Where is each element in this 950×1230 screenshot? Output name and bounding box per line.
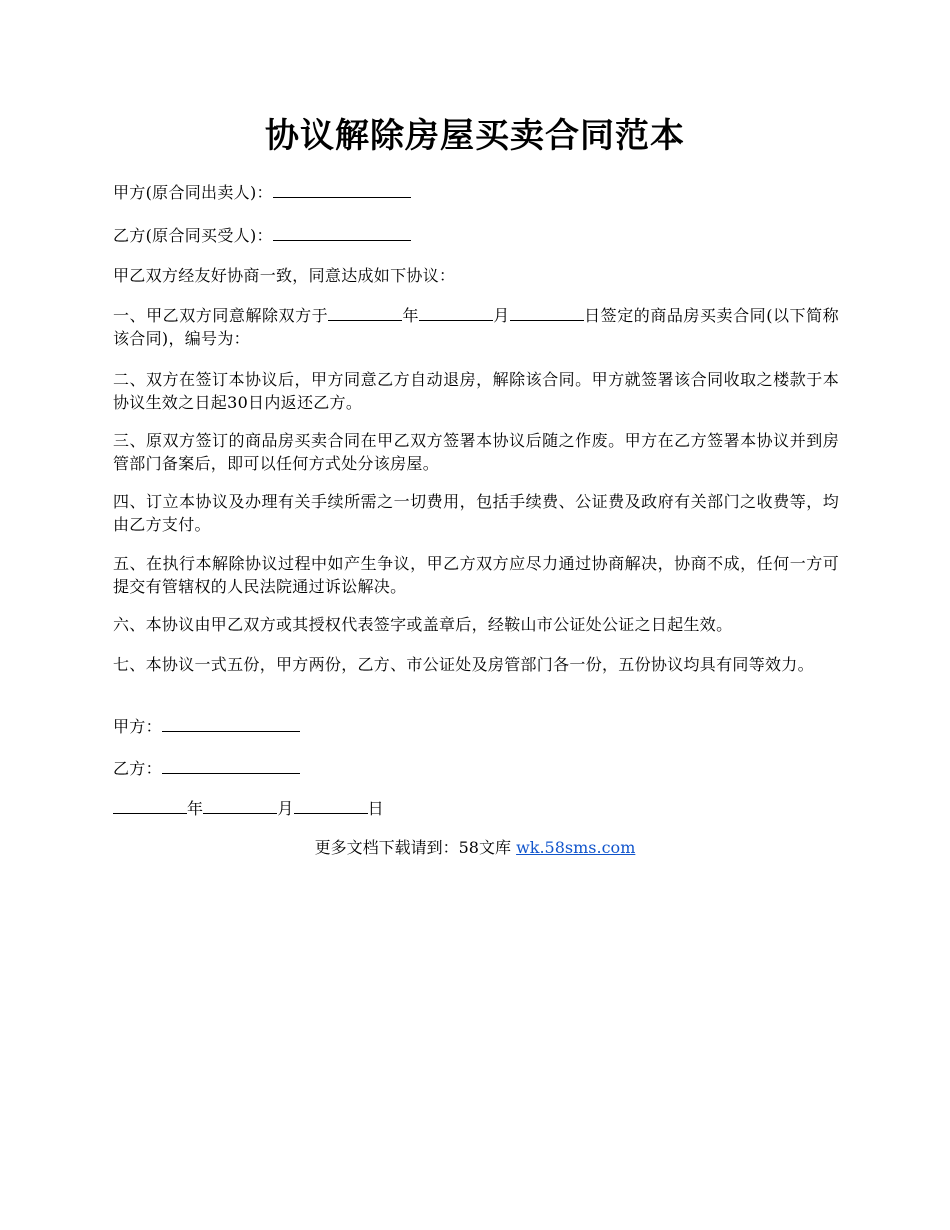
party-b-line (113, 224, 839, 247)
date-day-label: 日 (367, 799, 384, 818)
clause-5: 五、在执行本解除协议过程中如产生争议，甲乙方双方应尽力通过协商解决，协商不成，任何一方可提交有管辖权的人民法院通过诉讼解决。 (113, 554, 839, 596)
date-line (113, 797, 839, 820)
clause-2: 二、双方在签订本协议后，甲方同意乙方自动退房，解除该合同。甲方就签署该合同收取之楼款于本协议生效之日起30日内返还乙方。 (113, 370, 839, 412)
document-title: 协议解除房屋买卖合同范本 (265, 116, 685, 156)
date-day-blank (294, 799, 368, 814)
date-year-label: 年 (187, 799, 204, 818)
footer-text: 更多文档下载请到：58文库 (314, 838, 517, 857)
party-a-label: 甲方(原合同出卖人)： (113, 183, 273, 202)
footer (0, 836, 950, 860)
clause-1-rest: 日签定的商品房买卖合同(以下简称该合同)，编号为： (113, 306, 839, 348)
clause-1 (113, 304, 839, 350)
clause-1-year-blank (328, 306, 402, 321)
footer-link[interactable]: wk.58sms.com (516, 838, 636, 857)
signature-b-blank (162, 759, 300, 774)
party-b-blank (273, 226, 411, 241)
date-month-label: 月 (277, 799, 294, 818)
party-b-label: 乙方(原合同买受人)： (113, 226, 273, 245)
clause-1-month-label: 月 (493, 306, 510, 325)
date-year-blank (113, 799, 187, 814)
signature-party-a (113, 715, 839, 738)
intro-paragraph: 甲乙双方经友好协商一致，同意达成如下协议： (113, 266, 456, 285)
party-a-line (113, 181, 839, 204)
signature-a-label: 甲方： (113, 717, 162, 736)
signature-party-b (113, 757, 839, 780)
clause-1-month-blank (419, 306, 493, 321)
clause-3: 三、原双方签订的商品房买卖合同在甲乙双方签署本协议后随之作废。甲方在乙方签署本协议并到房管部门备案后，即可以任何方式处分该房屋。 (113, 431, 839, 473)
signature-b-label: 乙方： (113, 759, 162, 778)
clause-7: 七、本协议一式五份，甲方两份，乙方、市公证处及房管部门各一份，五份协议均具有同等效力。 (113, 655, 814, 674)
clause-1-day-blank (510, 306, 584, 321)
clause-1-text: 一、甲乙双方同意解除双方于 (113, 306, 329, 325)
signature-a-blank (162, 717, 300, 732)
clause-1-year-label: 年 (402, 306, 420, 325)
clause-4: 四、订立本协议及办理有关手续所需之一切费用，包括手续费、公证费及政府有关部门之收费等，均由乙方支付。 (113, 492, 839, 534)
party-a-blank (273, 183, 411, 198)
date-month-blank (203, 799, 277, 814)
clause-6: 六、本协议由甲乙双方或其授权代表签字或盖章后，经鞍山市公证处公证之日起生效。 (113, 615, 733, 634)
